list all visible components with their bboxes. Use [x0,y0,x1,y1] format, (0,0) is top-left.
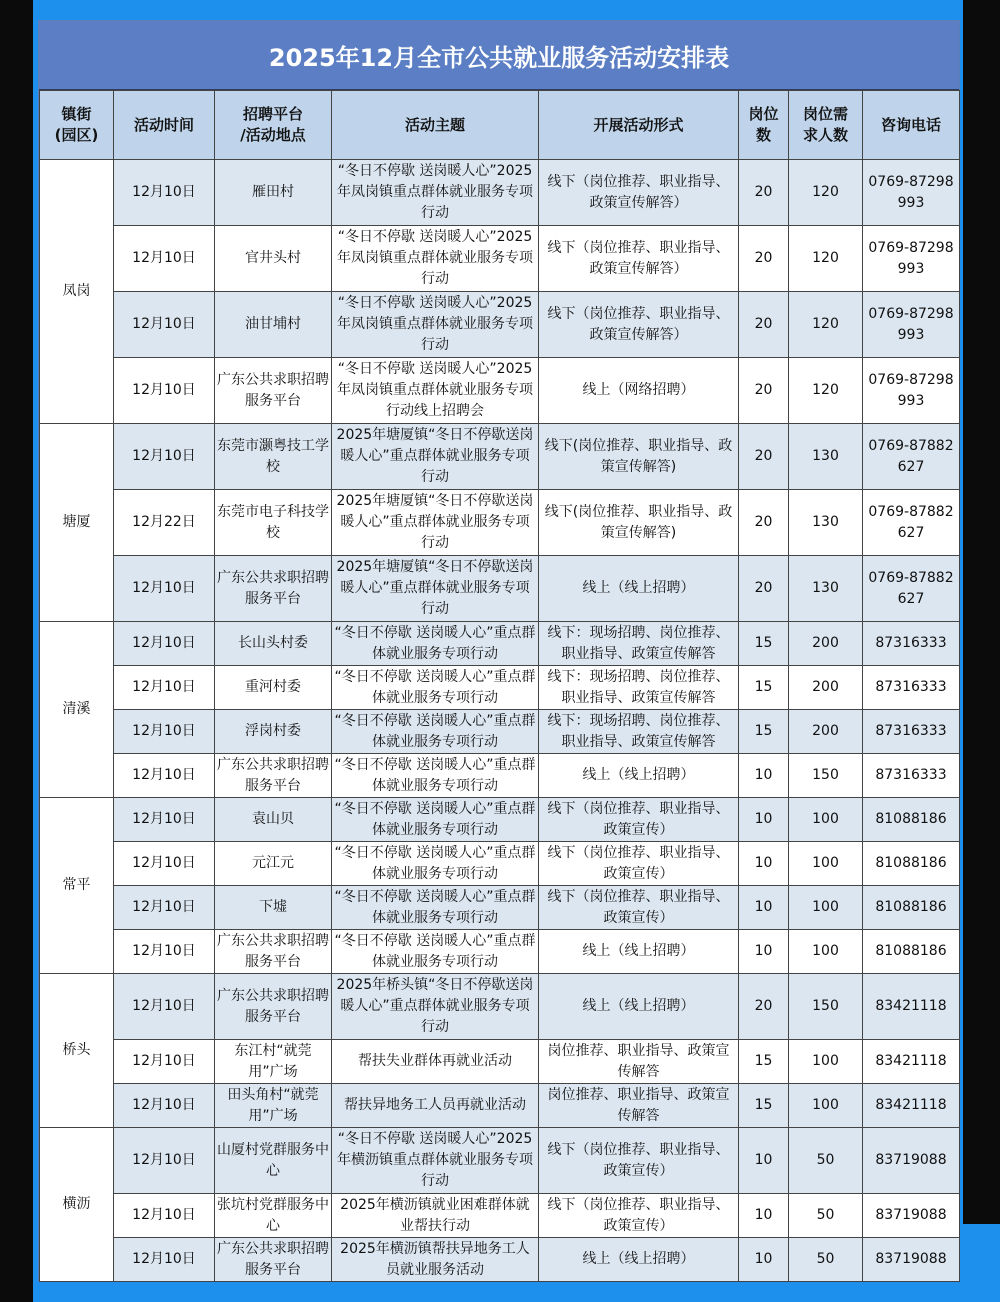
theme-cell: “冬日不停歇 送岗暖人心”2025年凤岗镇重点群体就业服务专项行动 [332,160,539,226]
form-cell: 线下：现场招聘、岗位推荐、职业指导、政策宣传解答 [539,622,739,666]
phone-cell: 0769-87298993 [863,292,960,358]
phone-cell: 0769-87882627 [863,556,960,622]
place-cell: 元江元 [215,842,332,886]
form-cell: 线上（网络招聘） [539,358,739,424]
town-cell: 横沥 [40,1128,114,1282]
demand-cell: 100 [789,798,863,842]
posts-cell: 10 [739,930,789,974]
posts-cell: 20 [739,424,789,490]
phone-cell: 83719088 [863,1238,960,1282]
form-cell: 岗位推荐、职业指导、政策宣传解答 [539,1040,739,1084]
demand-cell: 100 [789,886,863,930]
header-phone: 咨询电话 [863,91,960,160]
place-cell: 东莞市电子科技学校 [215,490,332,556]
header-town: 镇街 (园区) [40,91,114,160]
time-cell: 12月10日 [114,974,215,1040]
theme-cell: 2025年塘厦镇“冬日不停歇送岗暖人心”重点群体就业服务专项行动 [332,424,539,490]
theme-cell: 帮扶异地务工人员再就业活动 [332,1084,539,1128]
table-row [40,1084,960,1128]
demand-cell: 130 [789,556,863,622]
schedule-sheet [38,20,960,1282]
theme-cell: 2025年横沥镇就业困难群体就业帮扶行动 [332,1194,539,1238]
place-cell: 张坑村党群服务中心 [215,1194,332,1238]
theme-cell: 2025年塘厦镇“冬日不停歇送岗暖人心”重点群体就业服务专项行动 [332,490,539,556]
right-black-border [963,0,1000,1224]
demand-cell: 50 [789,1128,863,1194]
town-cell: 塘厦 [40,424,114,622]
demand-cell: 50 [789,1238,863,1282]
form-cell: 线上（线上招聘） [539,974,739,1040]
form-cell: 线下（岗位推荐、职业指导、政策宣传解答） [539,226,739,292]
time-cell: 12月10日 [114,292,215,358]
table-row [40,1040,960,1084]
town-cell: 清溪 [40,622,114,798]
table-row [40,292,960,358]
demand-cell: 130 [789,424,863,490]
posts-cell: 10 [739,842,789,886]
theme-cell: 帮扶失业群体再就业活动 [332,1040,539,1084]
theme-cell: “冬日不停歇 送岗暖人心”重点群体就业服务专项行动 [332,798,539,842]
place-cell: 官井头村 [215,226,332,292]
time-cell: 12月22日 [114,490,215,556]
form-cell: 线下：现场招聘、岗位推荐、职业指导、政策宣传解答 [539,666,739,710]
time-cell: 12月10日 [114,710,215,754]
time-cell: 12月10日 [114,424,215,490]
form-cell: 线下（岗位推荐、职业指导、政策宣传） [539,842,739,886]
form-cell: 线下：现场招聘、岗位推荐、职业指导、政策宣传解答 [539,710,739,754]
phone-cell: 81088186 [863,842,960,886]
posts-cell: 15 [739,710,789,754]
demand-cell: 100 [789,1040,863,1084]
table-row [40,424,960,490]
form-cell: 线下（岗位推荐、职业指导、政策宣传） [539,798,739,842]
theme-cell: “冬日不停歇 送岗暖人心”重点群体就业服务专项行动 [332,842,539,886]
form-cell: 线下（岗位推荐、职业指导、政策宣传） [539,886,739,930]
table-row [40,666,960,710]
table-row [40,930,960,974]
table-row [40,842,960,886]
place-cell: 山厦村党群服务中心 [215,1128,332,1194]
theme-cell: “冬日不停歇 送岗暖人心”重点群体就业服务专项行动 [332,754,539,798]
form-cell: 线下(岗位推荐、职业指导、政策宣传解答) [539,424,739,490]
place-cell: 广东公共求职招聘服务平台 [215,930,332,974]
demand-cell: 120 [789,226,863,292]
time-cell: 12月10日 [114,930,215,974]
posts-cell: 15 [739,1084,789,1128]
form-cell: 线下(岗位推荐、职业指导、政策宣传解答) [539,490,739,556]
theme-cell: “冬日不停歇 送岗暖人心”2025年凤岗镇重点群体就业服务专项行动线上招聘会 [332,358,539,424]
table-row [40,886,960,930]
form-cell: 线上（线上招聘） [539,556,739,622]
theme-cell: “冬日不停歇 送岗暖人心”2025年横沥镇重点群体就业服务专项行动 [332,1128,539,1194]
posts-cell: 20 [739,292,789,358]
theme-cell: “冬日不停歇 送岗暖人心”重点群体就业服务专项行动 [332,710,539,754]
theme-cell: “冬日不停歇 送岗暖人心”重点群体就业服务专项行动 [332,930,539,974]
town-cell: 凤岗 [40,160,114,424]
time-cell: 12月10日 [114,622,215,666]
demand-cell: 100 [789,1084,863,1128]
theme-cell: “冬日不停歇 送岗暖人心”重点群体就业服务专项行动 [332,622,539,666]
posts-cell: 20 [739,490,789,556]
theme-cell: “冬日不停歇 送岗暖人心”2025年凤岗镇重点群体就业服务专项行动 [332,226,539,292]
phone-cell: 83421118 [863,1084,960,1128]
place-cell: 广东公共求职招聘服务平台 [215,358,332,424]
form-cell: 线上（线上招聘） [539,1238,739,1282]
posts-cell: 10 [739,1194,789,1238]
sheet-title: 2025年12月全市公共就业服务活动安排表 [39,21,959,90]
table-row [40,710,960,754]
table-row [40,490,960,556]
demand-cell: 200 [789,710,863,754]
header-time: 活动时间 [114,91,215,160]
posts-cell: 10 [739,886,789,930]
phone-cell: 81088186 [863,930,960,974]
right-blue-strip [963,1224,1000,1302]
phone-cell: 87316333 [863,754,960,798]
phone-cell: 83421118 [863,974,960,1040]
posts-cell: 20 [739,226,789,292]
posts-cell: 20 [739,556,789,622]
theme-cell: “冬日不停歇 送岗暖人心”重点群体就业服务专项行动 [332,886,539,930]
demand-cell: 200 [789,622,863,666]
place-cell: 油甘埔村 [215,292,332,358]
place-cell: 雁田村 [215,160,332,226]
place-cell: 袁山贝 [215,798,332,842]
demand-cell: 100 [789,930,863,974]
posts-cell: 20 [739,160,789,226]
theme-cell: “冬日不停歇 送岗暖人心”2025年凤岗镇重点群体就业服务专项行动 [332,292,539,358]
phone-cell: 81088186 [863,798,960,842]
place-cell: 广东公共求职招聘服务平台 [215,754,332,798]
bottom-blue-band [38,1282,960,1302]
time-cell: 12月10日 [114,1128,215,1194]
header-row [40,91,960,160]
demand-cell: 120 [789,160,863,226]
time-cell: 12月10日 [114,842,215,886]
phone-cell: 87316333 [863,622,960,666]
phone-cell: 0769-87298993 [863,358,960,424]
left-black-border [0,0,33,1302]
form-cell: 线下（岗位推荐、职业指导、政策宣传解答） [539,160,739,226]
table-row [40,556,960,622]
theme-cell: 2025年塘厦镇“冬日不停歇送岗暖人心”重点群体就业服务专项行动 [332,556,539,622]
header-theme: 活动主题 [332,91,539,160]
header-place: 招聘平台 /活动地点 [215,91,332,160]
posts-cell: 10 [739,754,789,798]
phone-cell: 83719088 [863,1194,960,1238]
place-cell: 重河村委 [215,666,332,710]
time-cell: 12月10日 [114,358,215,424]
posts-cell: 10 [739,1238,789,1282]
demand-cell: 100 [789,842,863,886]
schedule-table [39,90,960,1282]
theme-cell: 2025年桥头镇“冬日不停歇送岗暖人心”重点群体就业服务专项行动 [332,974,539,1040]
phone-cell: 81088186 [863,886,960,930]
theme-cell: “冬日不停歇 送岗暖人心”重点群体就业服务专项行动 [332,666,539,710]
phone-cell: 83421118 [863,1040,960,1084]
time-cell: 12月10日 [114,1238,215,1282]
phone-cell: 0769-87298993 [863,160,960,226]
place-cell: 广东公共求职招聘服务平台 [215,1238,332,1282]
table-row [40,358,960,424]
table-row [40,798,960,842]
phone-cell: 87316333 [863,666,960,710]
posts-cell: 20 [739,974,789,1040]
demand-cell: 120 [789,358,863,424]
posts-cell: 15 [739,666,789,710]
time-cell: 12月10日 [114,160,215,226]
form-cell: 线下（岗位推荐、职业指导、政策宣传） [539,1128,739,1194]
table-row [40,754,960,798]
time-cell: 12月10日 [114,226,215,292]
demand-cell: 120 [789,292,863,358]
form-cell: 线上（线上招聘） [539,754,739,798]
form-cell: 线下（岗位推荐、职业指导、政策宣传解答） [539,292,739,358]
table-row [40,226,960,292]
time-cell: 12月10日 [114,1194,215,1238]
time-cell: 12月10日 [114,666,215,710]
place-cell: 长山头村委 [215,622,332,666]
table-row [40,1128,960,1194]
phone-cell: 0769-87298993 [863,226,960,292]
posts-cell: 15 [739,1040,789,1084]
place-cell: 广东公共求职招聘服务平台 [215,974,332,1040]
demand-cell: 130 [789,490,863,556]
phone-cell: 83719088 [863,1128,960,1194]
phone-cell: 0769-87882627 [863,424,960,490]
table-row [40,974,960,1040]
place-cell: 田头角村“就莞用”广场 [215,1084,332,1128]
place-cell: 广东公共求职招聘服务平台 [215,556,332,622]
town-cell: 桥头 [40,974,114,1128]
table-row [40,1194,960,1238]
posts-cell: 10 [739,1128,789,1194]
time-cell: 12月10日 [114,754,215,798]
table-row [40,622,960,666]
header-form: 开展活动形式 [539,91,739,160]
form-cell: 线下（岗位推荐、职业指导、政策宣传） [539,1194,739,1238]
header-posts: 岗位 数 [739,91,789,160]
posts-cell: 15 [739,622,789,666]
table-row [40,1238,960,1282]
table-body [40,160,960,1282]
demand-cell: 200 [789,666,863,710]
posts-cell: 10 [739,798,789,842]
form-cell: 岗位推荐、职业指导、政策宣传解答 [539,1084,739,1128]
header-demand: 岗位需 求人数 [789,91,863,160]
theme-cell: 2025年横沥镇帮扶异地务工人员就业服务活动 [332,1238,539,1282]
demand-cell: 150 [789,754,863,798]
demand-cell: 50 [789,1194,863,1238]
time-cell: 12月10日 [114,556,215,622]
form-cell: 线上（线上招聘） [539,930,739,974]
town-cell: 常平 [40,798,114,974]
table-row [40,160,960,226]
posts-cell: 20 [739,358,789,424]
time-cell: 12月10日 [114,886,215,930]
phone-cell: 0769-87882627 [863,490,960,556]
place-cell: 下墟 [215,886,332,930]
place-cell: 东江村“就莞用”广场 [215,1040,332,1084]
time-cell: 12月10日 [114,1040,215,1084]
demand-cell: 150 [789,974,863,1040]
place-cell: 浮岗村委 [215,710,332,754]
place-cell: 东莞市灏粤技工学校 [215,424,332,490]
phone-cell: 87316333 [863,710,960,754]
time-cell: 12月10日 [114,798,215,842]
time-cell: 12月10日 [114,1084,215,1128]
